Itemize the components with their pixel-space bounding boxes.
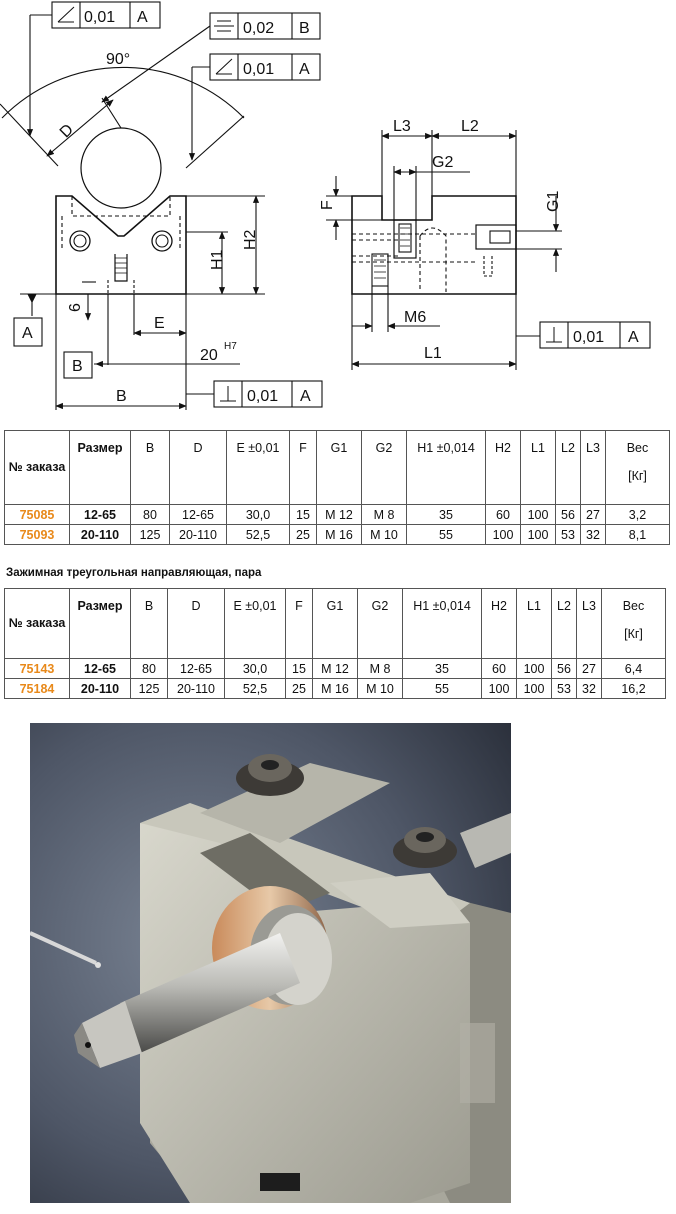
header-e: E ±0,01	[227, 431, 290, 505]
header-d: D	[168, 589, 225, 659]
header-l3: L3	[577, 589, 602, 659]
order-number: 75184	[5, 679, 70, 699]
cell-f: 25	[286, 679, 313, 699]
cell-h1: 35	[407, 505, 486, 525]
l2-label: L2	[461, 118, 479, 135]
header-l3: L3	[581, 431, 606, 505]
twenty-label: 20	[200, 347, 218, 364]
header-l2: L2	[552, 589, 577, 659]
cell-l3: 27	[577, 659, 602, 679]
cell-g1: M 16	[317, 525, 362, 545]
header-b: B	[131, 431, 170, 505]
angle-label: 90°	[106, 51, 131, 68]
cell-l1: 100	[521, 505, 556, 525]
cell-f: 25	[290, 525, 317, 545]
order-number: 75093	[5, 525, 70, 545]
h7-label: H7	[224, 341, 237, 352]
d-label: D	[56, 121, 78, 142]
product-photo	[30, 723, 511, 1203]
callout-5-datum: A	[628, 329, 639, 346]
g2-label: G2	[432, 154, 454, 171]
cell-b: 125	[131, 525, 170, 545]
header-f: F	[286, 589, 313, 659]
b-label: B	[116, 388, 127, 405]
header-size: Размер	[70, 589, 131, 659]
callout-1-datum: A	[137, 9, 148, 26]
callout-3-datum: A	[299, 61, 310, 78]
six-label: 6	[67, 303, 84, 312]
callout-2-datum: B	[299, 20, 310, 37]
table-header-row	[5, 431, 670, 505]
cell-g1: M 12	[317, 505, 362, 525]
header-size: Размер	[70, 431, 131, 505]
cell-d: 12-65	[168, 659, 225, 679]
side-block-outline	[352, 196, 516, 294]
header-f: F	[290, 431, 317, 505]
header-weight-label: Вес	[626, 441, 649, 455]
l3-label: L3	[393, 118, 411, 135]
cell-size: 12-65	[70, 659, 131, 679]
datum-b-label: B	[72, 358, 83, 375]
l1-label: L1	[424, 345, 442, 362]
table-row	[5, 505, 670, 525]
cell-l2: 56	[552, 659, 577, 679]
cell-l2: 56	[556, 505, 581, 525]
order-number: 75143	[5, 659, 70, 679]
cell-g2: M 8	[358, 659, 403, 679]
cell-b: 80	[131, 659, 168, 679]
cell-h1: 55	[403, 679, 482, 699]
technical-drawing	[0, 0, 676, 420]
cell-h2: 100	[486, 525, 521, 545]
header-l1: L1	[517, 589, 552, 659]
cell-d: 12-65	[170, 505, 227, 525]
header-h1: H1 ±0,014	[403, 589, 482, 659]
cell-f: 15	[290, 505, 317, 525]
header-weight	[602, 589, 666, 659]
order-number: 75085	[5, 505, 70, 525]
h1-label: H1	[209, 249, 226, 270]
header-h2: H2	[486, 431, 521, 505]
cell-l1: 100	[517, 679, 552, 699]
table-row	[5, 659, 666, 679]
table-row	[5, 679, 666, 699]
bolt-hole-right	[152, 231, 172, 251]
cell-size: 20-110	[70, 679, 131, 699]
section-subtitle: Зажимная треугольная направляющая, пара	[6, 567, 262, 579]
cell-h1: 35	[403, 659, 482, 679]
cell-weight: 8,1	[606, 525, 670, 545]
header-g2: G2	[358, 589, 403, 659]
header-h2: H2	[482, 589, 517, 659]
callout-4-datum: A	[300, 388, 311, 405]
cell-d: 20-110	[170, 525, 227, 545]
workpiece-circle	[81, 128, 161, 208]
cell-h2: 60	[486, 505, 521, 525]
e-label: E	[154, 315, 165, 332]
cell-weight: 3,2	[606, 505, 670, 525]
cell-l1: 100	[517, 659, 552, 679]
cell-size: 12-65	[70, 505, 131, 525]
header-b: B	[131, 589, 168, 659]
cell-l3: 32	[581, 525, 606, 545]
header-g2: G2	[362, 431, 407, 505]
cell-weight: 6,4	[602, 659, 666, 679]
cell-g1: M 12	[313, 659, 358, 679]
callout-5-value: 0,01	[573, 329, 605, 346]
f-label: F	[319, 200, 336, 210]
spec-table-single	[4, 430, 670, 545]
cell-l3: 27	[581, 505, 606, 525]
table-header-row	[5, 589, 666, 659]
h2-label: H2	[242, 229, 259, 250]
cell-g2: M 10	[358, 679, 403, 699]
header-e: E ±0,01	[225, 589, 286, 659]
callout-4-value: 0,01	[247, 388, 279, 405]
cell-b: 125	[131, 679, 168, 699]
bolt-hole-left	[70, 231, 90, 251]
header-weight-unit: [Кг]	[624, 627, 643, 641]
cell-l3: 32	[577, 679, 602, 699]
cell-g1: M 16	[313, 679, 358, 699]
angle-arc	[2, 67, 244, 118]
cell-e: 30,0	[227, 505, 290, 525]
table-row	[5, 525, 670, 545]
header-order-number: № заказа	[5, 431, 70, 505]
cell-e: 52,5	[227, 525, 290, 545]
header-g1: G1	[313, 589, 358, 659]
header-l2: L2	[556, 431, 581, 505]
cell-g2: M 10	[362, 525, 407, 545]
cell-b: 80	[131, 505, 170, 525]
datum-a-label: A	[22, 325, 33, 342]
cell-l2: 53	[552, 679, 577, 699]
header-d: D	[170, 431, 227, 505]
cell-h2: 100	[482, 679, 517, 699]
header-weight-unit: [Кг]	[628, 469, 647, 483]
cell-h1: 55	[407, 525, 486, 545]
header-h1: H1 ±0,014	[407, 431, 486, 505]
cell-l2: 53	[556, 525, 581, 545]
header-order-number: № заказа	[5, 589, 70, 659]
cell-h2: 60	[482, 659, 517, 679]
cell-e: 52,5	[225, 679, 286, 699]
callout-2-value: 0,02	[243, 20, 275, 37]
cell-d: 20-110	[168, 679, 225, 699]
header-g1: G1	[317, 431, 362, 505]
cell-g2: M 8	[362, 505, 407, 525]
cell-size: 20-110	[70, 525, 131, 545]
cell-weight: 16,2	[602, 679, 666, 699]
m6-label: M6	[404, 309, 427, 326]
header-weight	[606, 431, 670, 505]
header-weight-label: Вес	[622, 599, 645, 613]
spec-table-pair	[4, 588, 666, 699]
cell-f: 15	[286, 659, 313, 679]
header-l1: L1	[521, 431, 556, 505]
g1-label: G1	[545, 190, 562, 212]
cell-l1: 100	[521, 525, 556, 545]
cell-e: 30,0	[225, 659, 286, 679]
callout-3-value: 0,01	[243, 61, 275, 78]
callout-1-value: 0,01	[84, 9, 116, 26]
